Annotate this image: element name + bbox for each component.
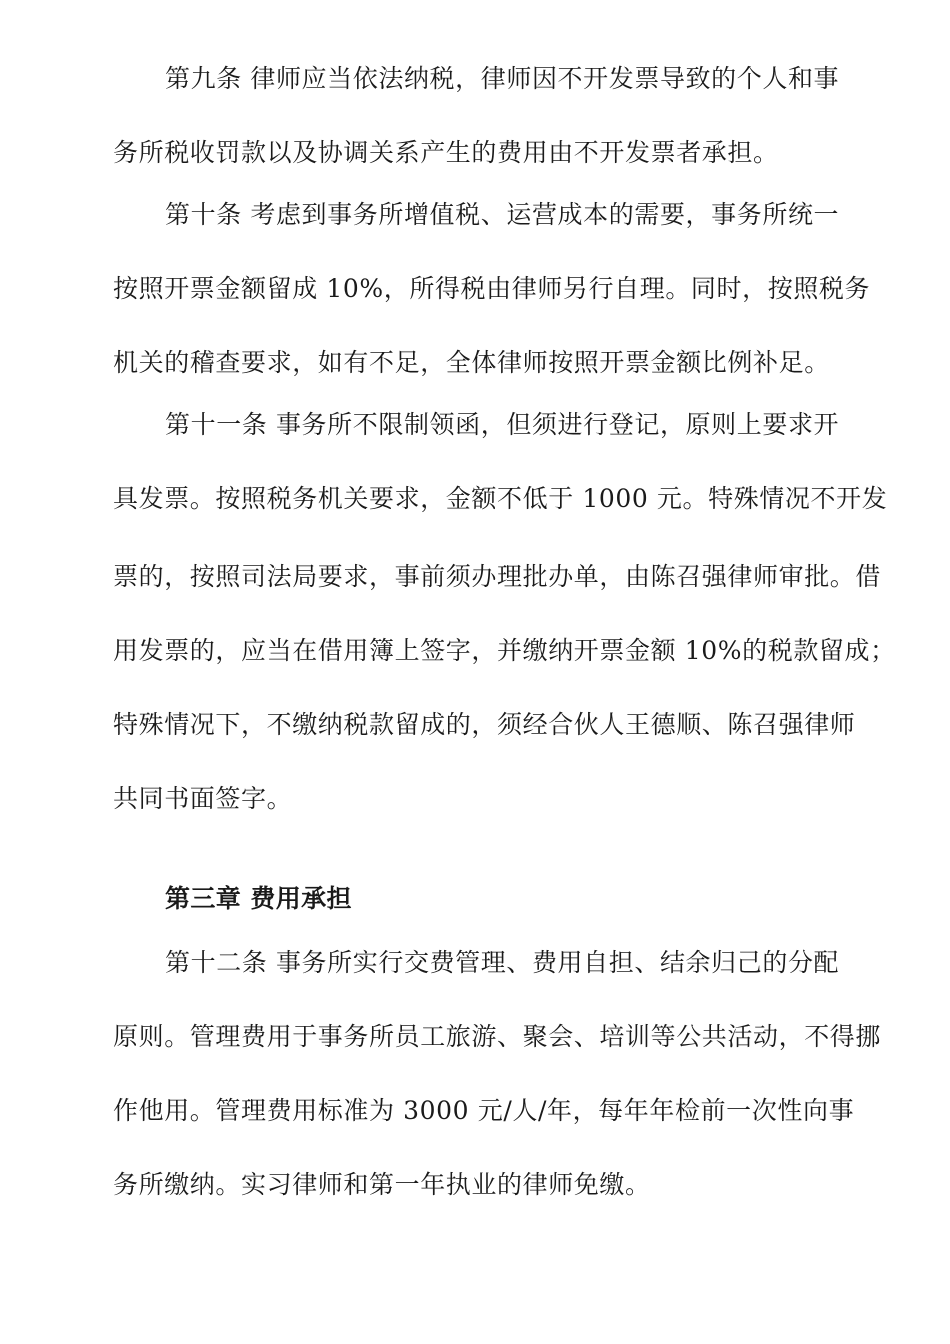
- article-9-line-1: 第九条 律师应当依法纳税，律师因不开发票导致的个人和事: [165, 64, 840, 93]
- article-11-line-1: 第十一条 事务所不限制领函，但须进行登记，原则上要求开: [165, 410, 840, 439]
- article-10-line-1: 第十条 考虑到事务所增值税、运营成本的需要，事务所统一: [165, 200, 840, 229]
- article-12-line-3: 作他用。管理费用标准为 3000 元/人/年，每年年检前一次性向事: [113, 1096, 855, 1125]
- article-11-line-3: 票的，按照司法局要求，事前须办理批办单，由陈召强律师审批。借: [113, 562, 882, 591]
- article-10-line-3: 机关的稽查要求，如有不足，全体律师按照开票金额比例补足。: [113, 348, 830, 377]
- article-11-line-5: 特殊情况下，不缴纳税款留成的，须经合伙人王德顺、陈召强律师: [113, 710, 856, 739]
- article-12-line-2: 原则。管理费用于事务所员工旅游、聚会、培训等公共活动，不得挪: [113, 1022, 882, 1051]
- article-10-line-2: 按照开票金额留成 10%，所得税由律师另行自理。同时，按照税务: [113, 274, 871, 303]
- article-9-line-2: 务所税收罚款以及协调关系产生的费用由不开发票者承担。: [113, 138, 779, 167]
- article-11-line-4: 用发票的，应当在借用簿上签字，并缴纳开票金额 10%的税款留成；: [113, 636, 896, 665]
- article-12-line-1: 第十二条 事务所实行交费管理、费用自担、结余归己的分配: [165, 948, 840, 977]
- article-11-line-6: 共同书面签字。: [113, 784, 293, 813]
- chapter-3-heading: 第三章 费用承担: [165, 884, 352, 913]
- article-11-line-2: 具发票。按照税务机关要求，金额不低于 1000 元。特殊情况不开发: [113, 484, 888, 513]
- article-12-line-4: 务所缴纳。实习律师和第一年执业的律师免缴。: [113, 1170, 651, 1199]
